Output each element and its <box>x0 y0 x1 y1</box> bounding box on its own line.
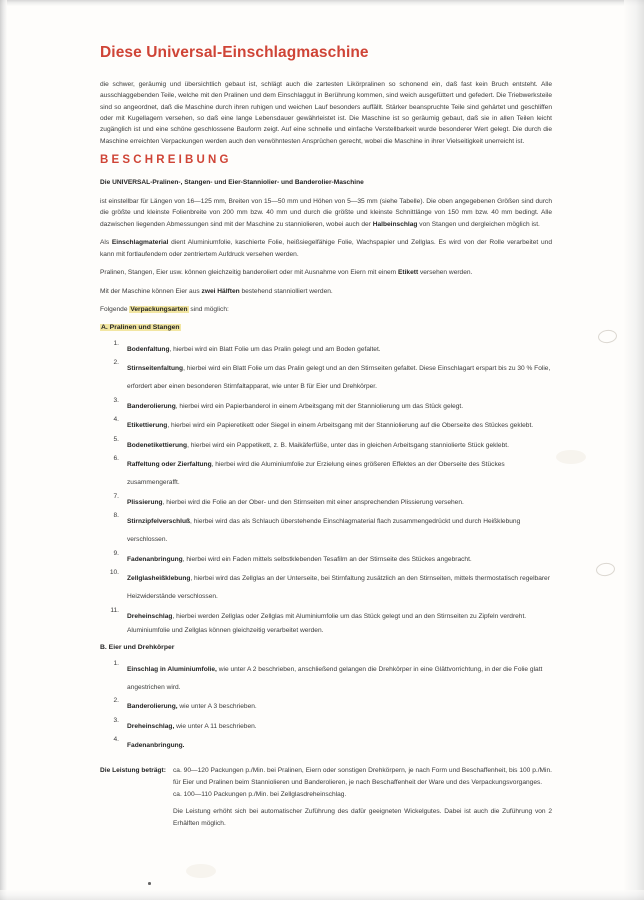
list-item-text <box>127 575 550 600</box>
specs-paragraph <box>100 196 552 230</box>
list-item-body: , hierbei wird ein Papieretikett oder Siegel in einem Arbeitsgang mit der Stanniolierung auf die Oberseite des Stückes geklebt. <box>167 422 534 429</box>
list-item-number: 9. <box>113 549 119 557</box>
packaging-lead-pre: Folgende <box>100 306 130 314</box>
list-item <box>100 658 552 694</box>
scan-artifact-smudge <box>556 450 586 464</box>
list-item-text <box>127 499 464 506</box>
list-item <box>100 695 552 713</box>
list-item <box>100 510 552 546</box>
list-item-body: , hierbei wird ein Papierbanderol in einem Arbeitsgang mit der Stanniolierung um das Stück gelegt. <box>175 402 464 410</box>
list-item <box>100 453 552 489</box>
group-b-block <box>100 643 552 752</box>
list-item-text <box>127 723 257 730</box>
list-item-term: Bodenfaltung <box>127 345 170 353</box>
list-item-text <box>127 613 526 620</box>
halves-paragraph <box>100 286 552 297</box>
list-item <box>100 395 552 413</box>
list-item-text <box>127 556 472 563</box>
list-item-number: 6. <box>113 455 119 462</box>
list-item <box>100 357 552 393</box>
scan-artifact-speck <box>148 882 151 885</box>
scan-edge-bottom <box>0 890 644 900</box>
specs-term-halbeinschlag: Halbeinschlag <box>372 220 418 228</box>
list-item-text <box>127 518 520 543</box>
list-item <box>100 605 552 623</box>
list-item-term: Stirnzipfelverschluß <box>127 518 191 525</box>
list-item-number: 1. <box>113 659 119 667</box>
list-item-body: , hierbei wird das Zellglas an der Unterseite, bei Stirnfaltung zusätzlich an den Stirnseiten, mittels thermostatisch regelbarer Heizwiderstände verschlossen. <box>127 575 550 600</box>
list-item <box>100 567 552 603</box>
document-content <box>100 44 552 829</box>
list-item-term: Bodenetikettierung <box>127 441 188 449</box>
list-item-body: wie unter A 3 beschrieben. <box>177 703 257 711</box>
specs-text-post: von Stangen und dergleichen möglich ist. <box>417 220 540 228</box>
list-item-body: , hierbei wird ein Pappetikett, z. B. Maikäferfüße, unter das in gleichen Arbeitsgang stanniolierte Stück geklebt. <box>187 441 509 449</box>
performance-line-2: ca. 100—110 Packungen p./Min. bei Zellglasdreheinschlag. <box>173 790 347 798</box>
list-item-term: Einschlag in Aluminiumfolie, <box>127 665 217 673</box>
list-item-text <box>127 442 509 449</box>
list-item-body: , hierbei wird ein Faden mittels selbstklebenden Tesafilm an der Stirnseite des Stückes angebracht. <box>182 555 472 563</box>
list-item-term: Dreheinschlag <box>127 612 173 620</box>
list-item-text <box>127 422 533 429</box>
list-item-term: Banderolierung, <box>127 703 178 711</box>
performance-line-1: ca. 90—120 Packungen p./Min. bei Pralinen, Eiern oder sonstigen Drehkörpern, je nach Form und Beschaffenheit, bis 100 p./Min. für Eier und Pralinen beim Stanniolieren und Banderolieren, je nach Beschaffenheit der Ware und des Verpackungsvorganges. <box>173 767 552 786</box>
list-item-number: 3. <box>113 396 119 404</box>
list-item-body: , hierbei wird ein Blatt Folie um das Pralin gelegt und an den Stirnseiten gefaltet. Diese Einschlagart erspart bis zu 30 % Folie, erfordert aber einen besonderen Stirnfaltapparat, wie unter B für Eier und Drehkörper. <box>127 365 551 390</box>
list-item-number: 4. <box>113 736 119 744</box>
halves-text-pre: Mit der Maschine können Eier aus <box>100 287 202 295</box>
section-heading-beschreibung: BESCHREIBUNG <box>100 154 232 167</box>
machine-name-text: Die UNIVERSAL-Pralinen-, Stangen- und Eier-Stanniolier- und Banderolier-Maschine <box>100 179 364 187</box>
material-text-post: dient Aluminiumfolie, kaschierte Folie, heißsiegelfähige Folie, Wachspapier und Zellglas. Es wird von der Rolle verarbeitet und kann mit fortlaufendem oder zentriertem Aufdruck versehen werden. <box>100 239 552 258</box>
group-a-block <box>100 323 552 636</box>
list-item-body: wie unter A 2 beschrieben, anschließend gelangen die Drehkörper in eine Glättvorrichtung, in der die Folie glatt angestrichen wird. <box>127 665 543 691</box>
list-item-body: , hierbei werden Zellglas oder Zellglas mit Aluminiumfolie um das Stück gelegt und an den Stirnseiten zu Zipfeln verdreht. <box>172 612 527 620</box>
list-item <box>100 338 552 356</box>
list-item-body: wie unter A 11 beschrieben. <box>174 722 257 730</box>
list-item-text <box>127 461 505 486</box>
list-item-number: 5. <box>113 435 119 443</box>
list-item <box>100 434 552 452</box>
performance-line-3: Die Leistung erhöht sich bei automatischer Zuführung des dafür geeigneten Wickelgutes. Dabei ist auch die Zuführung von 2 Erhälften möglich. <box>173 808 552 827</box>
list-item-body: , hierbei wird ein Blatt Folie um das Pralin gelegt und am Boden gefaltet. <box>169 345 381 353</box>
list-item-number: 11. <box>110 606 119 614</box>
page-title: Diese Universal-Einschlagmaschine <box>100 44 369 61</box>
list-item-term: Etikettierung <box>127 422 168 429</box>
scan-edge-right <box>624 0 644 900</box>
group-a-heading-row <box>100 323 552 334</box>
list-item-term: Fadenanbringung. <box>127 742 185 750</box>
material-text-pre: Als <box>100 239 112 247</box>
scan-edge-top <box>0 0 644 6</box>
list-item-text <box>127 742 185 749</box>
halves-term: zwei Hälften <box>201 287 240 295</box>
list-item-body: , hierbei wird das als Schlauch überstehende Einschlagmaterial flach zusammengedrückt und durch Heißklebung verschlossen. <box>127 518 521 543</box>
list-item-body: , hierbei wird die Aluminiumfolie zur Erzielung eines größeren Effektes an der Oberseite des Stückes zusammengerafft. <box>127 461 505 486</box>
list-item-number: 3. <box>113 716 119 724</box>
list-item-term: Plissierung <box>127 498 163 506</box>
list-item <box>100 734 552 752</box>
etikett-text-post: versehen werden. <box>418 269 473 277</box>
group-a-list <box>100 338 552 623</box>
list-item-number: 4. <box>113 416 119 423</box>
list-item-term: Fadenanbringung <box>127 555 183 563</box>
list-item-text <box>127 365 550 390</box>
group-b-list <box>100 658 552 753</box>
group-b-heading: B. Eier und Drehkörper <box>100 643 175 651</box>
scan-artifact-smudge <box>186 864 216 878</box>
list-item-term: Raffeltung oder Zierfaltung <box>127 461 212 468</box>
performance-block <box>100 765 552 829</box>
list-item <box>100 715 552 733</box>
list-item-number: 2. <box>113 359 119 366</box>
material-term: Einschlagmaterial <box>111 239 169 247</box>
list-item-text <box>127 403 463 410</box>
list-item-number: 2. <box>113 697 119 705</box>
packaging-lead-post: sind möglich: <box>188 306 229 314</box>
scan-edge-left <box>0 0 7 900</box>
etikett-term: Etikett <box>397 269 419 277</box>
document-page <box>7 0 625 892</box>
packaging-types-lead <box>100 304 552 315</box>
etikett-paragraph <box>100 267 552 278</box>
list-item <box>100 414 552 432</box>
list-item-text <box>127 703 257 710</box>
list-item-text <box>127 346 381 353</box>
material-paragraph <box>100 237 552 260</box>
list-item-body: , hierbei wird die Folie an der Ober- und den Stirnseiten mit einer ansprechenden Plissierung versehen. <box>162 498 464 506</box>
packaging-lead-highlight: Verpackungsarten <box>130 306 188 314</box>
list-item-term: Stirnseitenfaltung <box>127 365 184 372</box>
list-item-text <box>127 666 542 691</box>
list-item <box>100 548 552 566</box>
group-a-note: Aluminiumfolie und Zellglas können gleichzeitig verarbeitet werden. <box>127 626 324 634</box>
group-a-heading: A. Pralinen und Stangen <box>101 323 180 331</box>
list-item-number: 8. <box>113 512 119 519</box>
list-item-number: 10. <box>109 569 119 576</box>
list-item <box>100 491 552 509</box>
machine-name-heading <box>100 177 552 188</box>
list-item-term: Banderolierung <box>127 402 176 410</box>
performance-label: Die Leistung beträgt: <box>100 767 166 775</box>
etikett-text-pre: Pralinen, Stangen, Eier usw. können gleichzeitig banderoliert oder mit Ausnahme von Eiern mit einem <box>100 269 398 277</box>
list-item-term: Dreheinschlag, <box>127 722 175 730</box>
list-item-term: Zellglasheißklebung <box>127 575 191 582</box>
specs-text-pre: ist einstellbar für Längen von 16—125 mm, Breiten von 15—50 mm und Höhen von 5—35 mm (siehe Tabelle). Die oben angegebenen Größen sind durch die größte und kleinste Folienbreite von 200 mm bzw. 40 mm und durch die größte und kleinste Schnittlänge von 150 mm bzw. 40 mm bedingt. Alle dazwischen liegenden Abmessungen sind mit der Maschine zu stanniolieren, wobei auch der <box>100 197 552 228</box>
halves-text-post: bestehend stanniolliert werden. <box>239 287 333 295</box>
list-item-number: 7. <box>113 492 119 500</box>
intro-paragraph: die schwer, geräumig und übersichtlich gebaut ist, schlägt auch die zartesten Likörpralinen so schonend ein, daß fast kein Bruch entsteht. Alle ausschlaggebenden Teile, welche mit den Pralinen und dem Einschlaggut in Berührung kommen, sind weich ausgefüttert und gefedert. Die Triebwerksteile sind so angeordnet, daß die Maschine durch ihren ruhigen und weichen Lauf besonders auffällt. Stärker beanspruchte Teile sind gehärtet und geschliffen oder mit Kugellagern versehen, so daß eine lange Lebensdauer gewährleistet ist. Die Maschine ist so geräumig gebaut, daß sie in allen Teilen leicht zugänglich ist und eine schöne geschlossene Bauform zeigt. Auf eine schnelle und einfache Verstellbarkeit wurde besonderer Wert gelegt. Die durch die Maschine erreichten Verpackungen werden auch den verwöhntesten Ansprüchen gerecht, wobei die Maschine in ihrer Vielseitigkeit unerreicht ist. <box>100 80 552 145</box>
list-item-number: 1. <box>113 339 119 347</box>
